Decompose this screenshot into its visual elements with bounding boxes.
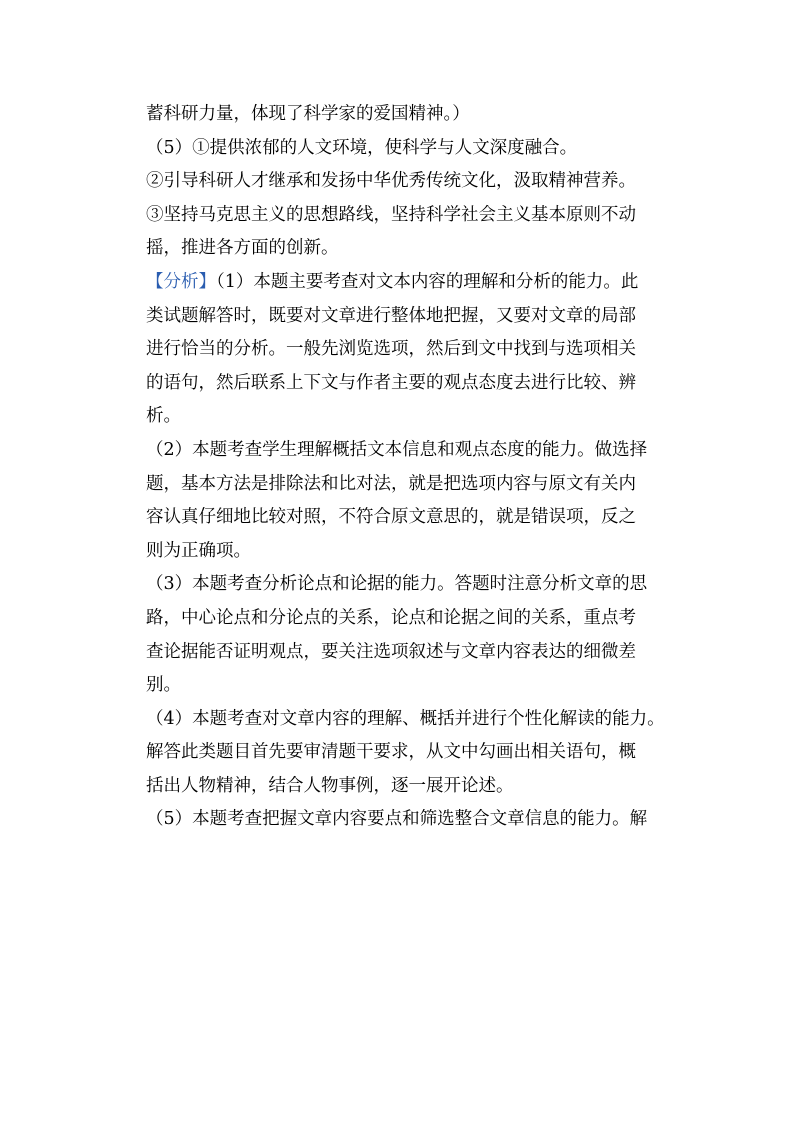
analysis-tag: 【分析】 [146, 271, 216, 292]
text-line [146, 300, 678, 334]
line-text: 解答此类题目首先要审清题干要求，从文中勾画出相关语句，概 [146, 742, 636, 763]
text-line [146, 333, 678, 367]
line-text: ②引导科研人才继承和发扬中华优秀传统文化，汲取精神营养。 [146, 171, 636, 192]
text-line [146, 165, 678, 199]
text-line [146, 636, 678, 670]
line-text: 的语句，然后联系上下文与作者主要的观点态度去进行比较、辨 [146, 372, 636, 393]
text-line [146, 669, 678, 703]
line-text: （5）①提供浓郁的人文环境，使科学与人文深度融合。 [146, 137, 578, 158]
line-text: （3）本题考查分析论点和论据的能力。答题时注意分析文章的思 [146, 574, 648, 595]
line-text: 查论据能否证明观点，要关注选项叙述与文章内容表达的细微差 [146, 641, 636, 662]
text-line [146, 501, 678, 535]
text-line [146, 199, 678, 233]
line-text: 蓄科研力量，体现了科学家的爱国精神。） [146, 104, 470, 124]
line-text: （2）本题考查学生理解概括文本信息和观点态度的能力。做选择 [146, 439, 648, 460]
line-text: 题，基本方法是排除法和比对法，就是把选项内容与原文有关内 [146, 473, 636, 494]
text-line [146, 602, 678, 636]
line-text: （5）本题考查把握文章内容要点和筛选整合文章信息的能力。解 [146, 809, 648, 830]
line-text: （1）本题主要考查对文本内容的理解和分析的能力。此 [216, 271, 639, 292]
text-line [146, 770, 678, 804]
text-line [146, 803, 678, 837]
line-text: （4）本题考查对文章内容的理解、概括并进行个性化解读的能力。 [146, 708, 665, 729]
text-line [146, 98, 678, 132]
line-text: ③坚持马克思主义的思想路线，坚持科学社会主义基本原则不动 [146, 204, 636, 225]
line-text: 进行恰当的分析。一般先浏览选项，然后到文中找到与选项相关 [146, 339, 636, 360]
line-text: 析。 [146, 406, 181, 427]
line-text: 摇，推进各方面的创新。 [146, 238, 339, 259]
text-line [146, 132, 678, 166]
text-line [146, 434, 678, 468]
text-line [146, 232, 678, 266]
text-line [146, 736, 678, 770]
line-text: 括出人物精神，结合人物事例，逐一展开论述。 [146, 775, 514, 796]
answer-text-block [146, 98, 678, 837]
text-line [146, 703, 678, 737]
text-line [146, 400, 678, 434]
line-text: 容认真仔细地比较对照，不符合原文意思的，就是错误项，反之 [146, 507, 636, 528]
analysis-heading-line [146, 266, 678, 300]
line-text: 则为正确项。 [146, 540, 251, 561]
text-line [146, 367, 678, 401]
text-line [146, 568, 678, 602]
text-line [146, 468, 678, 502]
line-text: 别。 [146, 675, 181, 696]
text-line [146, 535, 678, 569]
line-text: 类试题解答时，既要对文章进行整体地把握，又要对文章的局部 [146, 305, 636, 326]
line-text: 路，中心论点和分论点的关系，论点和论据之间的关系，重点考 [146, 607, 636, 628]
